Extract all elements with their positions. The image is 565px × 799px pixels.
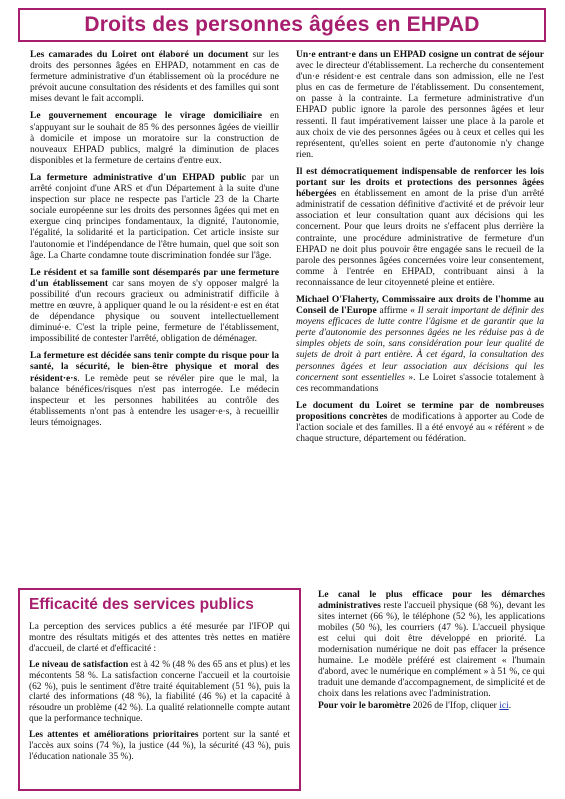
paragraph-lead: Le canal le plus efficace pour les démarches administratives [318,590,545,612]
paragraph: La perception des services publics a été mesurée par l'IFOP qui montre des résultats mitigés et des attentes très nettes en matière d'accueil, de clarté et d'efficacité : [29,622,290,654]
paragraph [296,166,544,288]
paragraph-text: . Le remède peut se révéler pire que le mal, la balance bénéfices/risques n'est pas interrogée. Le médecin inspecteur et les personnes habilitées au contrôle des établissements n'ont pas à entendre les usager·e·s, à recueillir leurs témoignages. [30,372,279,428]
article-columns [30,49,544,450]
bottom-right-column [318,590,545,714]
paragraph [30,49,279,104]
paragraph [30,350,279,428]
paragraph [30,172,279,261]
paragraph-text: ». Le Loiret s'associe totalement à ces recommandations [296,371,544,394]
quote-text: Il serait important de définir des moyens efficaces de lutte contre l'âgisme et de garantir que la perte d'autonomie des personnes âgées ne les réduise pas à de simples objets de soin, sans considération pour leur qualité de sujets de droit à part entière. À cet égard, la consultation des personnes âgées et leur association aux décisions qui les concernent sont essentielles [296,305,544,383]
box-title: Efficacité des services publics [29,596,254,613]
paragraph-text: car sans moyen de s'y opposer malgré la possibilité d'un recours gracieux ou administratif difficile à mettre en œuvre, à appliquer quand le ou la résident·e est en état de dépendance physique ou souvent intellectuellement diminué·e. C'est la triple peine, fermeture de l'établissement, impossibilité de contester l'arrêté, obligation de déménager. [30,277,279,345]
paragraph-lead: Le niveau de satisfaction [29,659,129,670]
paragraph [30,110,279,165]
paragraph-lead: La fermeture administrative d'un EHPAD public [30,171,247,183]
paragraph-lead: La fermeture est décidée sans tenir compte du risque pour la santé, la sécurité, le bien-être physique et moral des résident·e·s [30,350,279,384]
paragraph [29,730,290,763]
paragraph-lead: Il est démocratiquement indispensable de renforcer les lois portant sur les droits et protections des personnes âgées hébergées [296,165,544,200]
barometer-link[interactable]: ici [499,701,509,712]
page-title: Droits des personnes âgées en EHPAD [84,13,480,36]
paragraph-text: en établissement en amont de la prise d'un arrêté administratif de cessation définitive d'activité et de prévoir leur association et leur consultation quant aux décisions qui les concernent. Pour que leurs droits ne s'effacent plus derrière la contrainte, une procédure administrative de fermeture d'un EHPAD ne doit plus pouvoir être engagée sans le recueil de la parole des personnes âgées concernées voire leur consentement, comme à l'entrée en EHPAD, contribuant ainsi à la reconnaissance de leur citoyenneté pleine et entière. [296,188,544,288]
paragraph-lead: Les attentes et améliorations prioritaires [29,730,199,741]
paragraph-lead: Le résident et sa famille sont désemparés par une fermeture d'un établissement [30,266,279,289]
paragraph-text: reste l'accueil physique (68 %), devant les sites internet (66 %), le téléphone (52 %), les applications mobiles (50 %), les courriers (47 %). L'accueil physique est celui qui doit être développé en priorité. La modernisation numérique ne doit pas effacer la présence humaine. Le modèle préféré est clairement « l'humain d'abord, avec le numérique en complément » à 51 %, ce qui traduit une demande d'accompagnement, de simplicité et de choix dans les relations avec l'administration. [318,601,545,700]
paragraph-text: 2026 de l'Ifop, cliquer [410,701,500,712]
paragraph [318,590,545,700]
paragraph-text: par un arrêté conjoint d'une ARS et d'un Département à la suite d'une inspection sur place ne respecte pas l'article 23 de la Charte sociale européenne sur les droits des personnes âgées qui met en exergue cinq principes fondamentaux, la dignité, l'autonomie, l'égalité, la solidarité et la participation. Cet article insiste sur l'autonomie et l'indépendance de l'être humain, quel que soit son âge. La Charte condamne toute discrimination fondée sur l'âge. [30,171,279,261]
paragraph-lead: Le gouvernement encourage le virage domiciliaire [30,110,262,122]
paragraph [296,400,544,444]
title-box [18,8,546,42]
paragraph [29,660,290,725]
paragraph-lead: Pour voir le baromètre [318,701,411,712]
paragraph [296,294,544,394]
left-column [30,49,279,450]
paragraph-text: . [508,701,512,712]
paragraph-lead: Les camarades du Loiret ont élaboré un document [30,49,249,60]
paragraph-text: affirme « [376,305,418,317]
paragraph-lead: Un·e entrant·e dans un EHPAD cosigne un contrat de séjour [296,49,544,60]
paragraph-lead: Michael O'Flaherty, Commissaire aux droits de l'homme au Conseil de l'Europe [296,293,544,317]
paragraph-text: avec le directeur d'établissement. La recherche du consentement d'un·e résident·e est centrale dans son admission, elle ne l'est plus en cas de fermeture de l'établissement. Du consentement, on passe à la contrainte. La fermeture administrative d'un EHPAD public ignore la parole des personnes âgées et leur ressenti. Il faut impérativement laisser une place à la parole et aux choix de vie des personnes âgées ou à ceux et celles qui les représentent, qu'elles soient en perte d'autonomie n'y change rien. [296,60,544,160]
paragraph [318,701,545,712]
paragraph-text: de modifications à apporter au Code de l'action sociale et des familles. Il a été envoyé au « référent » de chaque structure, département ou fédération. [296,410,545,445]
paragraph [30,267,279,345]
paragraph-text: en s'appuyant sur le souhait de 85 % des personnes âgées de vieillir à domicile et impose un moratoire sur la construction de nouveaux EHPAD publics, malgré la diminution de places disponibles et la fermeture de certains d'entre eux. [30,110,279,166]
paragraph-lead: Le document du Loiret se termine par de nombreuses propositions concrètes [296,399,544,422]
paragraph-text: portent sur la santé et l'accès aux soins (74 %), la justice (44 %), la sécurité (43 %), puis l'éducation nationale 35 %). [29,730,290,762]
paragraph [296,49,544,160]
right-column [296,49,544,450]
services-box [18,588,301,791]
paragraph-text: est à 42 % (48 % des 65 ans et plus) et les mécontents 58 %. La satisfaction concerne l'accueil et la courtoisie (62 %), puis le sentiment d'être traité équitablement (51 %), puis la clarté des informations (48 %), la fiabilité (46 %) et la capacité à résoudre un problème (42 %). La qualité relationnelle compte autant que la performance technique. [29,659,290,725]
paragraph-text: sur les droits des personnes âgées en EHPAD, notamment en cas de fermeture administrative d'un établissement où la procédure ne prévoit aucune consultation des résidents et des familles qui sont mises devant le fait accompli. [30,49,280,105]
